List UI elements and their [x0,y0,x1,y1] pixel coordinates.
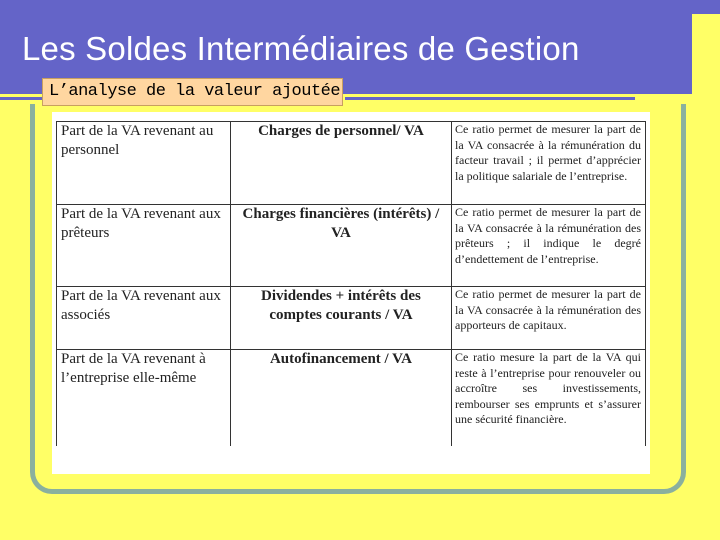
table-row [57,350,646,447]
title-band-extension [692,0,720,14]
ratio-cell: Dividendes + intérêts des comptes courants / VA [230,287,451,350]
part-cell: Part de la VA revenant à l’entreprise elle-même [57,350,231,447]
slide-title: Les Soldes Intermédiaires de Gestion [22,30,580,67]
table-row [57,205,646,287]
ratio-cell: Charges de personnel/ VA [230,122,451,205]
ratio-cell: Charges financières (intérêts) / VA [230,205,451,287]
subtitle-rule-right [345,97,635,100]
ratio-cell: Autofinancement / VA [230,350,451,447]
table-panel [52,112,650,474]
part-cell: Part de la VA revenant aux prêteurs [57,205,231,287]
subtitle-box [42,78,343,106]
ratios-table [56,121,646,446]
part-cell: Part de la VA revenant au personnel [57,122,231,205]
part-cell: Part de la VA revenant aux associés [57,287,231,350]
description-cell: Ce ratio permet de mesurer la part de la VA consacrée à la rémunération du facteur travail ; il permet d’apprécier la politique salariale de l’entreprise. [452,122,646,205]
description-cell: Ce ratio permet de mesurer la part de la VA consacrée à la rémunération des prêteurs ; il indique le degré d’endettement de l’entreprise. [452,205,646,287]
slide-subtitle: L’analyse de la valeur ajoutée [49,82,341,101]
table-row [57,122,646,205]
description-cell: Ce ratio mesure la part de la VA qui reste à l’entreprise pour renouveler ou accroître ses investissements, rembourser ses emprunts et s’assurer une sécurité financière. [452,350,646,447]
table-row [57,287,646,350]
description-cell: Ce ratio permet de mesurer la part de la VA consacrée à la rémunération des apporteurs de capitaux. [452,287,646,350]
subtitle-rule-left [0,97,42,100]
